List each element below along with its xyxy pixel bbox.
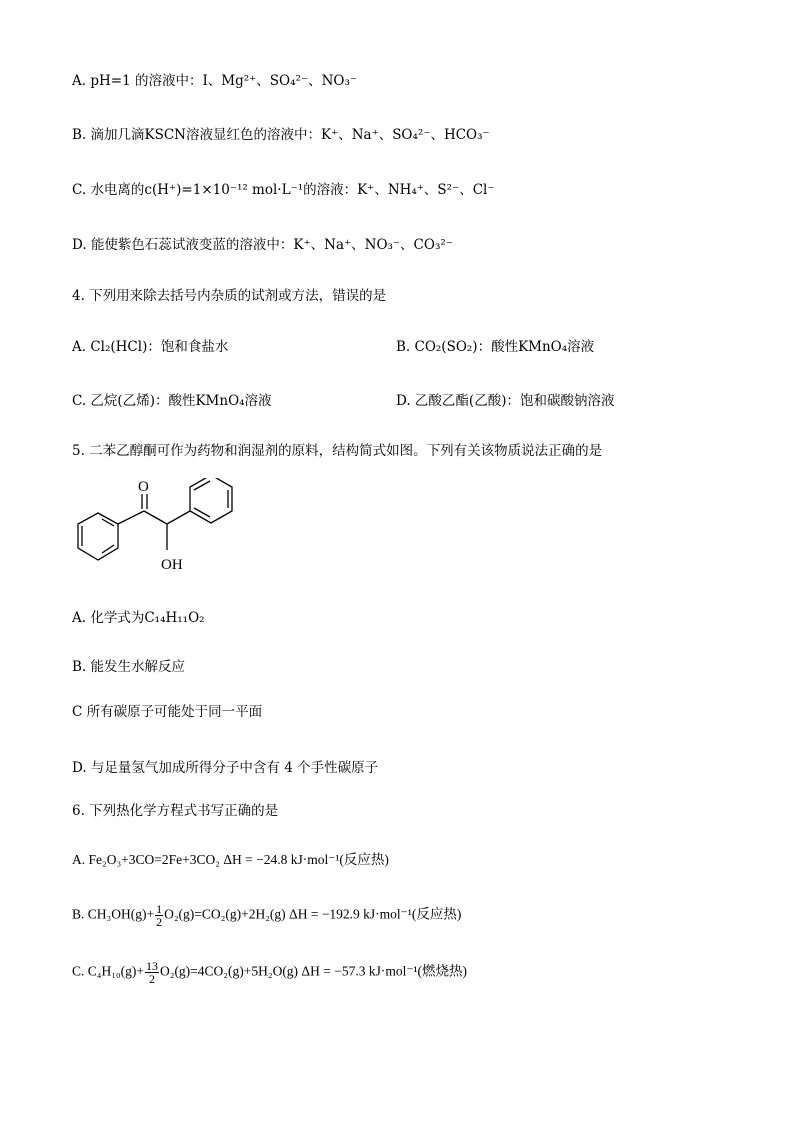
q6-option-c-fraction: [145, 960, 159, 985]
carbon-chain: [118, 494, 190, 550]
q3-option-a-ions: 、Mg²⁺、SO₄²⁻、NO₃⁻: [207, 73, 357, 89]
q6-option-b-fraction: [155, 903, 163, 928]
q3-option-c-label: C.: [72, 182, 87, 198]
q6-option-c: [72, 960, 467, 985]
q6-option-c-post: O₂(g)=4CO₂(g)+5H₂O(g) ΔH = −57.3 kJ·mol⁻¹(燃烧热): [159, 963, 468, 979]
q3-option-b-label: B.: [72, 127, 87, 143]
q4-option-c: C. 乙烷(乙烯)：酸性KMnO₄溶液: [72, 393, 272, 409]
q3-option-b: [72, 126, 490, 144]
q6-option-b-pre: B. CH₃OH(g)+: [72, 906, 155, 922]
q6-stem: 6. 下列热化学方程式书写正确的是: [72, 803, 279, 819]
q4-option-b: B. CO₂(SO₂)：酸性KMnO₄溶液: [396, 339, 595, 355]
q6-option-c-numerator: 13: [145, 959, 158, 973]
hydroxyl-label: OH: [161, 557, 183, 573]
q5-option-d: D. 与足量氢气加成所得分子中含有 4 个手性碳原子: [72, 760, 379, 776]
q3-option-d-text: 能使紫色石蕊试液变蓝的溶液中：K⁺、Na⁺、NO₃⁻、CO₃²⁻: [90, 237, 453, 253]
q5-option-b: B. 能发生水解反应: [72, 659, 186, 675]
q3-option-a-label: A.: [72, 73, 87, 89]
q4-stem: 4. 下列用来除去括号内杂质的试剂或方法，错误的是: [72, 288, 387, 304]
q3-option-a-text: pH=1 的溶液中：I: [90, 73, 208, 89]
q6-option-c-denominator: 2: [148, 972, 155, 986]
q3-option-b-text: 滴加几滴KSCN溶液显红色的溶液中：K⁺、Na⁺、SO₄²⁻、HCO₃⁻: [90, 127, 490, 143]
right-phenyl-ring: [190, 478, 232, 523]
q6-option-b-denominator: 2: [156, 915, 163, 929]
q6-option-b-post: O₂(g)=CO₂(g)+2H₂(g) ΔH = −192.9 kJ·mol⁻¹(反应热): [164, 906, 462, 922]
q5-option-c: C 所有碳原子可能处于同一平面: [72, 704, 263, 720]
q3-option-d-label: D.: [72, 237, 87, 253]
carbonyl-oxygen-label: O: [138, 479, 149, 495]
q4-option-a: A. Cl₂(HCl)：饱和食盐水: [72, 339, 229, 355]
q5-stem: 5. 二苯乙醇酮可作为药物和润湿剂的原料，结构简式如图。下列有关该物质说法正确的是: [72, 443, 603, 459]
q3-option-c-text: 水电离的c(H⁺)=1×10⁻¹² mol·L⁻¹的溶液：K⁺、NH₄⁺、S²⁻、Cl⁻: [90, 182, 495, 198]
q6-option-b-numerator: 1: [156, 902, 163, 916]
q5-option-a: A. 化学式为C₁₄H₁₁O₂: [72, 610, 205, 626]
left-phenyl-ring: [78, 513, 118, 560]
q6-option-a: A. Fe₂O₃+3CO=2Fe+3CO₂ ΔH = −24.8 kJ·mol⁻¹(反应热): [72, 852, 389, 867]
q6-option-b: [72, 903, 461, 928]
q4-option-d: D. 乙酸乙酯(乙酸)：饱和碳酸钠溶液: [396, 393, 615, 409]
q3-option-a: [72, 72, 357, 90]
benzoin-structure: [72, 478, 252, 588]
q3-option-d: [72, 236, 453, 254]
q3-option-c: [72, 181, 495, 199]
q6-option-c-pre: C. C₄H₁₀(g)+: [72, 963, 144, 979]
